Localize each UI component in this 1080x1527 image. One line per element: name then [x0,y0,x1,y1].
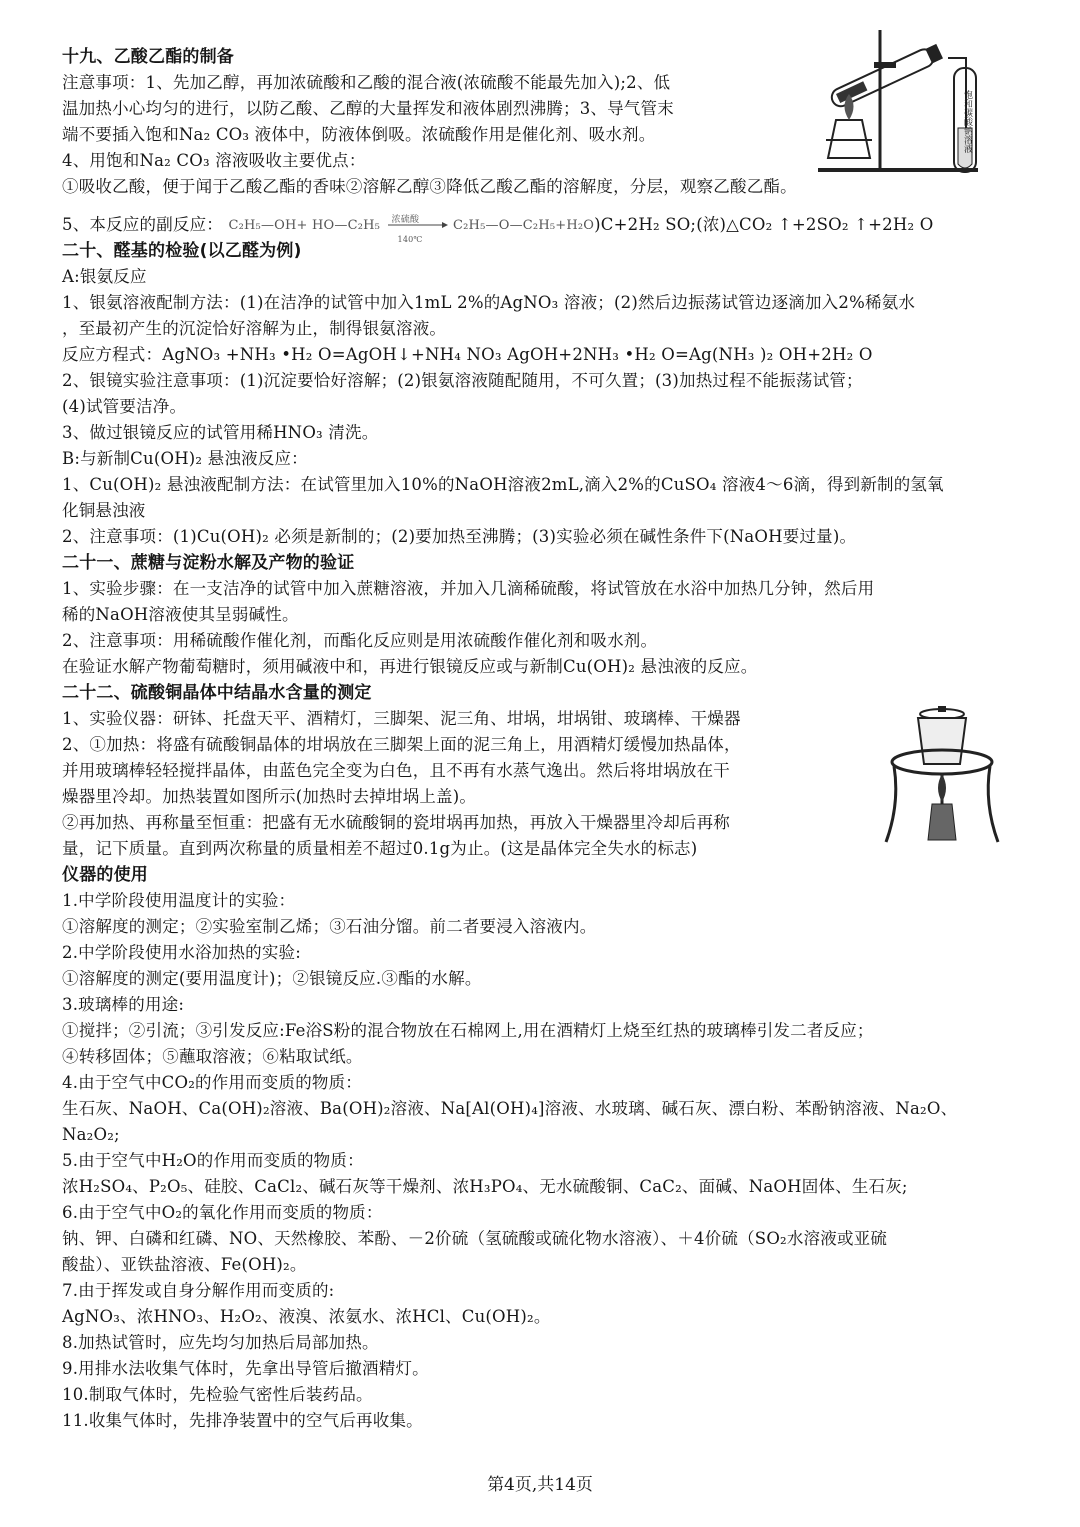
paragraph-line: (4)试管要洁净。 [62,397,187,416]
list-item: ④转移固体；⑤蘸取溶液；⑥粘取试纸。 [62,1047,363,1066]
paragraph-line: 2、银镜实验注意事项：(1)沉淀要恰好溶解；(2)银氨溶液随配随用，不可久置；(3)加热过程不能振荡试管； [62,371,863,390]
side-reaction-label: 5、本反应的副反应： [62,215,223,234]
list-item: 6.由于空气中O₂的氧化作用而变质的物质： [62,1203,383,1222]
equation-right: C₂H₅—O—C₂H₅+H₂O [453,217,595,233]
paragraph-line: 端不要插入饱和Na₂ CO₃ 液体中，防液体倒吸。浓硫酸作用是催化剂、吸水剂。 [62,125,656,144]
figure-label: 饱和碳酸钠溶液 [962,90,972,153]
paragraph-line: 稀的NaOH溶液使其呈弱碱性。 [62,605,299,624]
list-item: 1.中学阶段使用温度计的实验： [62,891,296,910]
section-22-title: 二十二、硫酸铜晶体中结晶水含量的测定 [62,683,372,703]
list-item: 9.用排水法收集气体时，先拿出导管后撤酒精灯。 [62,1359,429,1378]
equation-left: C₂H₅—OH+ HO—C₂H₅ [228,217,381,233]
section-20-title: 二十、醛基的检验(以乙醛为例) [62,241,302,261]
paragraph-line: ②再加热、再称量至恒重：把盛有无水硫酸铜的瓷坩埚再加热，再放入干燥器里冷却后再称 [62,813,730,832]
section-19-title: 十九、乙酸乙酯的制备 [62,47,234,67]
paragraph-line: 2、注意事项：(1)Cu(OH)₂ 必须是新制的；(2)要加热至沸腾；(3)实验必须在碱性条件下(NaOH要过量)。 [62,527,857,546]
subheading: A:银氨反应 [62,267,147,286]
paragraph-line: 2、①加热：将盛有硫酸铜晶体的坩埚放在三脚架上面的泥三角上，用酒精灯缓慢加热晶体， [62,735,741,754]
list-item: 11.收集气体时，先排净装置中的空气后再收集。 [62,1411,423,1430]
crucible-heating-figure [880,704,1010,844]
list-item: ①搅拌；②引流；③引发反应:Fe浴S粉的混合物放在石棉网上,用在酒精灯上烧至红热的玻璃棒引发二者反应； [62,1021,874,1040]
paragraph-line: 在验证水解产物葡萄糖时，须用碱液中和，再进行银镜反应或与新制Cu(OH)₂ 悬浊液的反应。 [62,657,758,676]
paragraph-line: 3、做过银镜反应的试管用稀HNO₃ 清洗。 [62,423,379,442]
paragraph-line: ，至最初产生的沉淀恰好溶解为止，制得银氨溶液。 [62,319,447,338]
paragraph-line: 量，记下质量。直到两次称量的质量相差不超过0.1g为止。(这是晶体完全失水的标志) [62,839,698,858]
subheading: B:与新制Cu(OH)₂ 悬浊液反应： [62,449,308,468]
section-instruments-title: 仪器的使用 [62,865,148,885]
paragraph-line: 化铜悬浊液 [62,501,146,520]
list-item: Na₂O₂; [62,1125,120,1144]
paragraph-line: 并用玻璃棒轻轻搅拌晶体，由蓝色完全变为白色，且不再有水蒸气逸出。然后将坩埚放在干 [62,761,730,780]
equation-line: 反应方程式：AgNO₃ +NH₃ •H₂ O=AgOH↓+NH₄ NO₃ AgOH+2NH₃ •H₂ O=Ag(NH₃ )₂ OH+2H₂ O [62,345,873,364]
list-item: 生石灰、NaOH、Ca(OH)₂溶液、Ba(OH)₂溶液、Na[Al(OH)₄]溶液、水玻璃、碱石灰、漂白粉、苯酚钠溶液、Na₂O、 [62,1099,958,1118]
paragraph-line: 4、用饱和Na₂ CO₃ 溶液吸收主要优点： [62,151,366,170]
list-item: 7.由于挥发或自身分解作用而变质的: [62,1281,335,1300]
list-item: 钠、钾、白磷和红磷、NO、天然橡胶、苯酚、－2价硫（氢硫酸或硫化物水溶液）、＋4价硫（SO₂水溶液或亚硫 [62,1229,888,1248]
list-item: 3.玻璃棒的用途: [62,995,185,1014]
paragraph-line: 1、实验步骤：在一支洁净的试管中加入蔗糖溶液，并加入几滴稀硫酸，将试管放在水浴中加热几分钟，然后用 [62,579,875,598]
page-number-footer: 第4页,共14页 [487,1475,593,1495]
list-item: 5.由于空气中H₂O的作用而变质的物质： [62,1151,364,1170]
ester-apparatus-icon [818,28,978,178]
paragraph-line: 温加热小心均匀的进行，以防乙酸、乙醇的大量挥发和液体剧烈沸腾；3、导气管末 [62,99,674,118]
side-reaction-text: )C+2H₂ SO;(浓)△CO₂ ↑+2SO₂ ↑+2H₂ O [594,215,934,234]
list-item: AgNO₃、浓HNO₃、H₂O₂、液溴、浓氨水、浓HCl、Cu(OH)₂。 [62,1307,551,1326]
crucible-tripod-icon [880,704,1010,844]
list-item: 10.制取气体时，先检验气密性后装药品。 [62,1385,373,1404]
list-item: 浓H₂SO₄、P₂O₅、硅胶、CaCl₂、碱石灰等干燥剂、浓H₃PO₄、无水硫酸铜、CaC₂、面碱、NaOH固体、生石灰; [62,1177,908,1196]
list-item: ①溶解度的测定(要用温度计)；②银镜反应.③酯的水解。 [62,969,482,988]
list-item: 2.中学阶段使用水浴加热的实验: [62,943,302,962]
paragraph-line: 注意事项：1、先加乙醇，再加浓硫酸和乙酸的混合液(浓硫酸不能最先加入);2、低 [62,73,671,92]
ester-apparatus-figure [818,28,978,178]
paragraph-line: ①吸收乙酸，便于闻于乙酸乙酯的香味②溶解乙醇③降低乙酸乙酯的溶解度，分层，观察乙酸乙酯。 [62,177,797,196]
list-item: 酸盐）、亚铁盐溶液、Fe(OH)₂。 [62,1255,307,1274]
list-item: ①溶解度的测定；②实验室制乙烯；③石油分馏。前二者要浸入溶液内。 [62,917,597,936]
section-21-title: 二十一、蔗糖与淀粉水解及产物的验证 [62,553,355,573]
paragraph-line: 1、银氨溶液配制方法：(1)在洁净的试管中加入1mL 2%的AgNO₃ 溶液；(2)然后边振荡试管边逐滴加入2%稀氨水 [62,293,916,312]
side-reaction-line [62,212,934,244]
paragraph-line: 1、Cu(OH)₂ 悬浊液配制方法：在试管里加入10%的NaOH溶液2mL,滴入2%的CuSO₄ 溶液4～6滴，得到新制的氢氧 [62,475,944,494]
paragraph-line: 2、注意事项：用稀硫酸作催化剂，而酯化反应则是用浓硫酸作催化剂和吸水剂。 [62,631,658,650]
arrow-condition-bottom: 140℃ [397,234,423,244]
paragraph-line: 1、实验仪器：研钵、托盘天平、酒精灯，三脚架、泥三角、坩埚，坩埚钳、玻璃棒、干燥器 [62,709,741,728]
arrow-condition-top: 浓硫酸 [391,214,420,225]
reaction-arrow [386,213,448,244]
list-item: 4.由于空气中CO₂的作用而变质的物质： [62,1073,363,1092]
list-item: 8.加热试管时，应先均匀加热后局部加热。 [62,1333,379,1352]
paragraph-line: 燥器里冷却。加热装置如图所示(加热时去掉坩埚上盖)。 [62,787,477,806]
